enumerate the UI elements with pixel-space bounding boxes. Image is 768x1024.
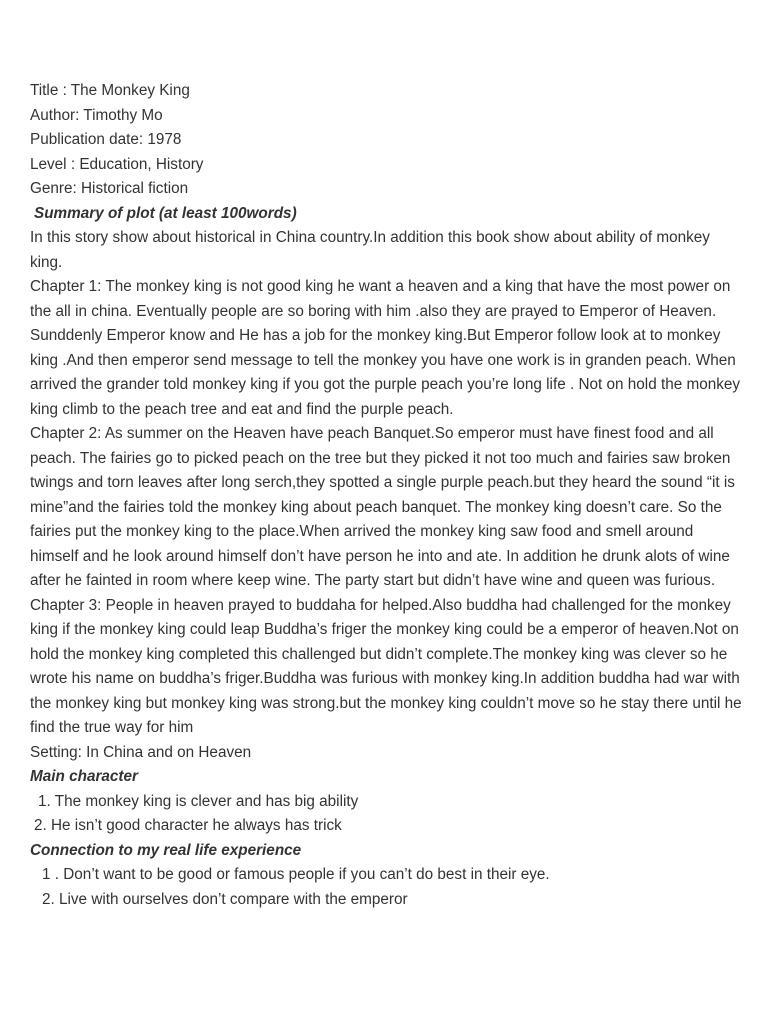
connection-heading: Connection to my real life experience [30,841,302,859]
setting-line: Setting: In China and on Heaven [30,743,252,761]
summary-heading: Summary of plot (at least 100words) [34,204,297,222]
main-character-heading: Main character [30,768,138,785]
main-character-item: 1. The monkey king is clever and has big ability [38,792,359,810]
book-author: Author: Timothy Mo [30,106,163,124]
connection-item: 2. Live with ourselves don’t compare with the emperor [42,890,408,908]
chapter-2-paragraph: Chapter 2: As summer on the Heaven have peach Banquet.So emperor must have finest food and all peach. The fairies go to picked peach on the tree but they picked it not too much and fairies saw broken twings and torn leaves after long serch,they spotted a single purple peach.but they heard the sound “it is mine”and the fairies told the monkey king about peach banquet. The monkey king doesn’t care. So the fairies put the monkey king to the place.When arrived the monkey king saw food and smell around himself and he look around himself don’t have person he into and ate. In addition he drunk alots of wine after he fainted in room where keep wine. The party start but didn’t have wine and queen was furious. [30,425,735,589]
book-title: Title : The Monkey King [30,82,190,99]
book-genre: Genre: Historical fiction [30,180,189,197]
intro-paragraph: In this story show about historical in China country.In addition this book show about ability of monkey king. [30,229,710,271]
book-level: Level : Education, History [30,155,204,173]
connection-item: 1 . Don’t want to be good or famous people if you can’t do best in their eye. [42,866,550,883]
publication-date: Publication date: 1978 [30,131,182,148]
chapter-1-paragraph: Chapter 1: The monkey king is not good king he want a heaven and a king that have the most power on the all in china. Eventually people are so boring with him .also they are prayed to Emperor of Heaven. Sunddenly Emperor know and He has a job for the monkey king.But Emperor follow look at to monkey king .And then emperor send message to tell the monkey you have one work is in granden peach. When arrived the grander told monkey king if you got the purple peach you’re long life . Not on hold the monkey king climb to the peach tree and eat and find the purple peach. [30,278,741,418]
document-body [30,79,742,912]
main-character-item: 2. He isn’t good character he always has trick [34,817,342,834]
chapter-3-paragraph: Chapter 3: People in heaven prayed to buddaha for helped.Also buddha had challenged for the monkey king if the monkey king could leap Buddha’s friger the monkey king could be a emperor of heaven.Not on hold the monkey king completed this challenged but didn’t complete.The monkey king was clever so he wrote his name on buddha’s friger.Buddha was furious with monkey king.In addition buddha had war with the monkey king but monkey king was strong.but the monkey king couldn’t move so he stay there until he find the true way for him [30,596,742,736]
